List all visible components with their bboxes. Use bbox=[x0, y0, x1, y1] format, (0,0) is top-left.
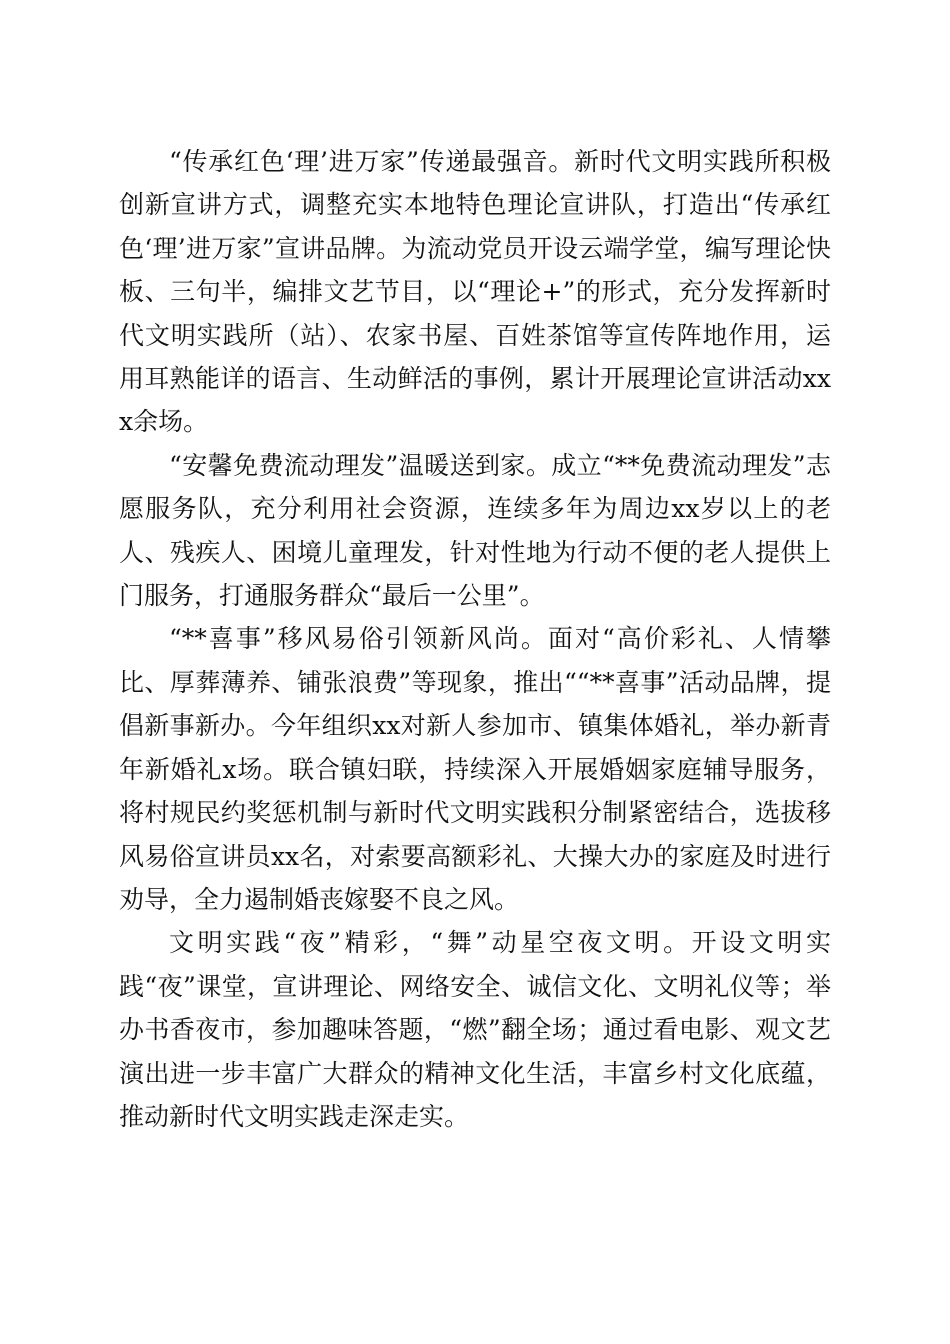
document-body bbox=[119, 140, 831, 1138]
paragraph-free-haircut: “安馨免费流动理发”温暖送到家。成立“**免费流动理发”志愿服务队，充分利用社会资源，连续多年为周边xx岁以上的老人、残疾人、困境儿童理发，针对性地为行动不便的老人提供上门服务，打通服务群众“最后一公里”。 bbox=[119, 450, 831, 611]
paragraph-night-civilization: 文明实践“夜”精彩，“舞”动星空夜文明。开设文明实践“夜”课堂，宣讲理论、网络安全、诚信文化、文明礼仪等；举办书香夜市，参加趣味答题，“燃”翻全场；通过看电影、观文艺演出进一步丰富广大群众的精神文化生活，丰富乡村文化底蕴，推动新时代文明实践走深走实。 bbox=[119, 928, 831, 1131]
paragraph-wedding-customs: “**喜事”移风易俗引领新风尚。面对“高价彩礼、人情攀比、厚葬薄养、铺张浪费”等现象，推出““**喜事”活动品牌，提倡新事新办。今年组织xx对新人参加市、镇集体婚礼，举办新青年新婚礼x场。联合镇妇联，持续深入开展婚姻家庭辅导服务，将村规民约奖惩机制与新时代文明实践积分制紧密结合，选拔移风易俗宣讲员xx名，对索要高额彩礼、大操大办的家庭及时进行劝导，全力遏制婚丧嫁娶不良之风。 bbox=[119, 624, 831, 914]
paragraph-red-theory: “传承红色‘理’进万家”传递最强音。新时代文明实践所积极创新宣讲方式，调整充实本地特色理论宣讲队，打造出“传承红色‘理’进万家”宣讲品牌。为流动党员开设云端学堂，编写理论快板、三句半，编排文艺节目，以“理论+”的形式，充分发挥新时代文明实践所（站）、农家书屋、百姓茶馆等宣传阵地作用，运用耳熟能详的语言、生动鲜活的事例，累计开展理论宣讲活动xxx余场。 bbox=[119, 147, 831, 437]
